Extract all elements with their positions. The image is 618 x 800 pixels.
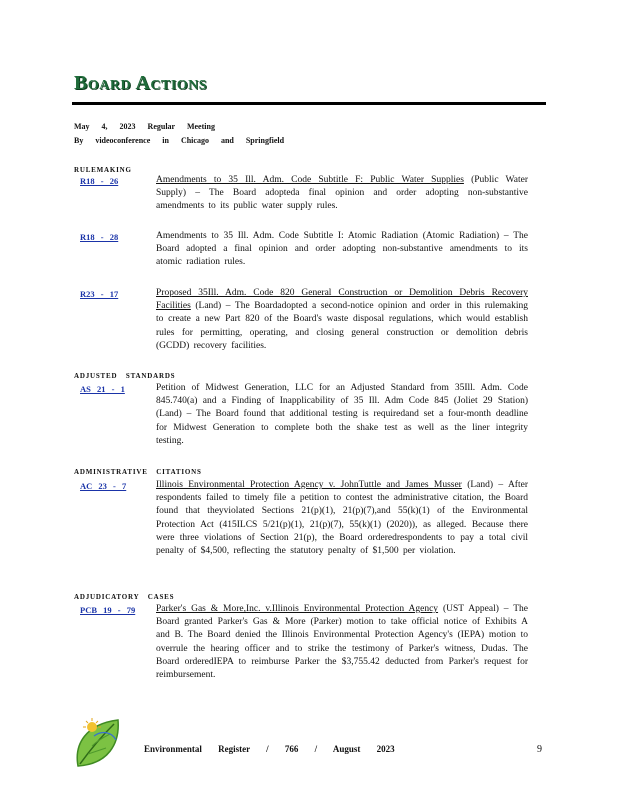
item-body: (Public Water Supply) – The Board adopteda final opinion and order adopting non-substantive amendments to its public water supply rules. [156, 175, 528, 212]
section-heading-adjusted-standards: ADJUSTED STANDARDS [74, 372, 176, 380]
item-body: (UST Appeal) – The Board granted Parker's Gas & More (Parker) motion to take official notice of Exhibits A and B. The Board denied the Illinois Environmental Protection Agency's (IEPA) motion to overrule the hearing officer and to strike the testimony of Parker's witness, Dudas. The Board orderedIEPA to reimburse Parker the $3,755.42 deducted from Parker's request for reimbursement. [156, 604, 529, 681]
item-body: (Land) – After respondents failed to timely file a petition to contest the administrative citation, the Board found that theyviolated Sections 21(p)(1), 21(p)(7),and 55(k)(1) of the Environmental Protection Act (415ILCS 5/21(p)(1), 21(p)(7), 55(k)(1) (2020)), as alleged. Because there were three violations of Section 21(p), the Board orderedrespondents to pay a total civil penalty of $4,500, reflecting the statutory penalty of $1,500 per violation. [156, 480, 528, 557]
case-link-as21-1[interactable]: AS 21 - 1 [80, 384, 125, 394]
item-r23-17 [156, 287, 528, 353]
page-number: 9 [537, 744, 542, 755]
meeting-date: May 4, 2023 Regular Meeting [74, 122, 215, 131]
item-pcb19-79 [156, 603, 528, 682]
case-link-r18-26[interactable]: R18 - 26 [80, 176, 119, 186]
item-body: (Land) – The Boardadopted a second-notice opinion and order in this rulemaking to create a new Part 820 of the Board's waste disposal regulations, which would establish rules for permitting, operating, and closing general construction or demolition debris (GCDD) recovery facilities. [156, 301, 528, 351]
item-ac23-7 [156, 479, 528, 558]
section-heading-rulemaking: RULEMAKING [74, 166, 132, 174]
item-body: Petition of Midwest Generation, LLC for an Adjusted Standard from 35Ill. Adm. Code 845.740(a) and a Finding of Inapplicability of 35 Ill. Adm Code 845 (Joliet 29 Station) (Land) – The Board found that additional testing is requiredand set a four-month deadline for Midwest Generation to complete both the shake test as well as the liner integrity testing. [156, 383, 528, 446]
case-link-r23-17[interactable]: R23 - 17 [80, 289, 119, 299]
case-link-r18-28[interactable]: R18 - 28 [80, 232, 119, 242]
footer-publication: Environmental Register / 766 / August 2023 [144, 744, 395, 754]
page-title: Board Actions [74, 72, 208, 94]
item-lead: Parker's Gas & More,Inc. v.Illinois Environmental Protection Agency [156, 604, 439, 614]
section-heading-adjudicatory-cases: ADJUDICATORY CASES [74, 593, 175, 601]
item-lead: Proposed 35Ill. Adm. Code 820 General Construction or Demolition Debris Recovery Facilities [156, 288, 528, 312]
meeting-location: By videoconference in Chicago and Springfield [74, 136, 285, 145]
section-heading-administrative-citations: ADMINISTRATIVE CITATIONS [74, 468, 202, 476]
case-link-ac23-7[interactable]: AC 23 - 7 [80, 481, 127, 491]
meeting-info [74, 120, 284, 148]
item-lead: Amendments to 35 Ill. Adm. Code Subtitle F: Public Water Supplies [156, 175, 464, 185]
case-link-pcb19-79[interactable]: PCB 19 - 79 [80, 605, 136, 615]
item-as21-1 [156, 382, 528, 448]
item-lead: Illinois Environmental Protection Agency v. JohnTuttle and James Musser [156, 480, 462, 490]
item-r18-26 [156, 174, 528, 214]
title-rule [72, 102, 546, 105]
item-body: Amendments to 35 Ill. Adm. Code Subtitle I: Atomic Radiation (Atomic Radiation) – The Board adopted a final opinion and order adopting non-substantive amendments to its atomic radiation rules. [156, 231, 528, 268]
item-r18-28 [156, 230, 528, 270]
leaf-logo-icon [72, 714, 124, 770]
